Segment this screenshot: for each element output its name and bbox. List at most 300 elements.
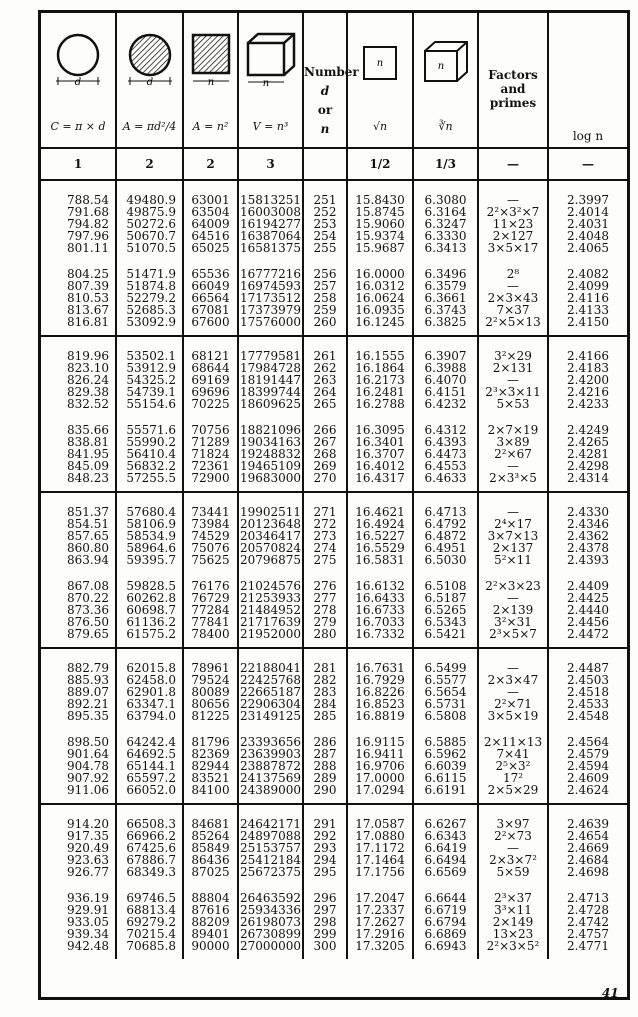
table-cell: 6.5808 [424,709,467,723]
table-cell: 2⁸ [506,267,520,281]
table-column-cell [116,336,183,492]
table-column-cell [548,648,627,804]
table-cell: 18609625 [239,397,302,411]
table-cell: 17.0000 [355,771,405,785]
table-cell: 88209 [191,915,230,929]
table-column-cell [116,180,183,336]
table-cell: 61575.2 [126,627,176,641]
table-cell: 6.5343 [424,615,467,629]
table-column-cell [183,336,238,492]
log-label: log n [572,129,604,143]
table-cell: 285 [313,709,337,723]
table-cell: 6.3907 [424,349,467,363]
table-column-cell [238,492,303,648]
table-cell: 70215.4 [126,927,176,941]
header-volume-cube [238,13,303,148]
table-cell: 65144.1 [126,759,176,773]
table-cell: 256 [313,267,337,281]
table-cell: 26198073 [239,915,302,929]
table-cell: 87616 [191,903,230,917]
table-cell: 283 [313,685,337,699]
table-cell: 6.6719 [424,903,467,917]
table-cell: 297 [313,903,337,917]
table-column-cell [116,492,183,648]
table-cell: 2×137 [492,541,534,555]
table-cell: 7×37 [496,303,530,317]
table-cell: 25153757 [239,841,302,855]
table-column-cell [183,492,238,648]
table-cell: 300 [313,939,337,953]
number-n-label: n [320,122,330,136]
table-cell: — [507,661,519,675]
table-cell: 2.4472 [567,627,609,641]
table-cell: 6.4312 [424,423,467,437]
table-cell: 24137569 [239,771,302,785]
table-cell: 60262.8 [126,591,176,605]
table-cell: 18191447 [239,373,302,387]
table-cell: 26463592 [239,891,302,905]
table-cell: 78961 [191,661,230,675]
table-cell: 5²×11 [494,553,532,567]
table-cell: 261 [313,349,337,363]
table-cell: 6.6343 [424,829,467,843]
table-cell: 251 [313,193,337,207]
table-cell: 16.0312 [355,279,405,293]
table-cell: 20570824 [239,541,302,555]
table-cell: 6.4792 [424,517,467,531]
table-cell: 23887872 [239,759,302,773]
table-cell: 2.4265 [567,435,609,449]
table-cell: 2.4564 [567,735,609,749]
table-cell: 16.6433 [355,591,405,605]
table-column-cell [116,648,183,804]
table-cell: 21717639 [239,615,302,629]
table-cell: 2×127 [492,229,534,243]
table-cell: 16.8226 [355,685,405,699]
table-cell: 16.3401 [355,435,405,449]
table-cell: 16.1555 [355,349,405,363]
table-cell: 6.3825 [424,315,467,329]
table-cell: 66564 [191,291,230,305]
table-block [41,648,627,804]
table-cell: 63794.0 [126,709,176,723]
table-cell: 3×5×17 [487,241,539,255]
table-column-cell [478,492,548,648]
table-cell: 16387064 [239,229,302,243]
table-cell: 258 [313,291,337,305]
table-cell: 16194277 [239,217,302,231]
table-cell: 84681 [191,817,230,831]
table-cell: 904.78 [67,759,109,773]
table-cell: 16.9411 [355,747,405,761]
table-cell: 2.4200 [567,373,609,387]
table-cell: 797.96 [67,229,109,243]
table-column-cell [347,804,413,959]
table-cell: 75076 [191,541,230,555]
table-cell: 3×5×19 [487,709,539,723]
table-cell: 80089 [191,685,230,699]
table-cell: 16.6733 [355,603,405,617]
table-cell: 296 [313,891,337,905]
table-cell: 16.9115 [355,735,405,749]
table-cell: 16.9706 [355,759,405,773]
table-cell: 17.3205 [355,939,405,953]
table-cell: 17373979 [239,303,302,317]
table-cell: 917.35 [67,829,109,843]
table-cell: 6.3080 [424,193,467,207]
table-cell: 16.6132 [355,579,405,593]
number-d-label: d [320,84,330,98]
table-cell: 819.96 [67,349,109,363]
table-cell: 55154.6 [126,397,176,411]
table-cell: 6.6494 [424,853,467,867]
table-cell: 65536 [191,267,230,281]
table-cell: 2.4440 [567,603,609,617]
table-cell: 2.4346 [567,517,609,531]
table-cell: 5×59 [496,865,530,879]
table-cell: 926.77 [67,865,109,879]
table-cell: 2.4233 [567,397,609,411]
table-cell: 288 [313,759,337,773]
table-cell: 3×89 [496,435,530,449]
table-cell: 17576000 [239,315,302,329]
table-cell: 2.4456 [567,615,609,629]
col-number: 1 [41,148,116,180]
table-cell: 73984 [191,517,230,531]
table-cell: 17173512 [239,291,302,305]
table-cell: 17.0880 [355,829,405,843]
table-column-cell [303,492,347,648]
col-number: 2 [183,148,238,180]
table-cell: 6.4393 [424,435,467,449]
table-cell: 907.92 [67,771,109,785]
table-cell: 16.0624 [355,291,405,305]
table-cell: 262 [313,361,337,375]
table-cell: 20123648 [239,517,302,531]
table-cell: 2.4771 [567,939,609,953]
table-cell: 72900 [191,471,230,485]
table-cell: 898.50 [67,735,109,749]
table-cell: 6.6569 [424,865,467,879]
table-cell: — [507,841,519,855]
table-cell: 5×53 [496,397,530,411]
table-cell: 2²×3×23 [485,579,541,593]
table-cell: 51471.9 [126,267,176,281]
table-cell: 873.36 [67,603,109,617]
table-cell: 13×23 [492,927,534,941]
table-cell: 17984728 [239,361,302,375]
factors-label: Factors [488,68,538,82]
table-cell: 280 [313,627,337,641]
table-cell: 22665187 [239,685,302,699]
table-cell: 2.4728 [567,903,609,917]
table-cell: 6.5030 [424,553,467,567]
table-cell: 2.4281 [567,447,609,461]
table-cell: 16.2173 [355,373,405,387]
number-or-label: or [317,103,333,117]
table-cell: 53912.9 [126,361,176,375]
col-number: — [478,148,548,180]
table-cell: 794.82 [67,217,109,231]
table-cell: 2.4624 [567,783,609,797]
sqrt-label: √n [372,120,388,133]
table-cell: 17.2627 [355,915,405,929]
table-cell: 53092.9 [126,315,176,329]
table-cell: 6.6943 [424,939,467,953]
table-cell: 16777216 [239,267,302,281]
table-cell: 2.4031 [567,217,609,231]
table-cell: 2.4594 [567,759,609,773]
table-cell: 3×7×13 [487,529,539,543]
table-cell: 25934336 [239,903,302,917]
table-cell: 813.67 [67,303,109,317]
table-cell: 6.5187 [424,591,467,605]
table-cell: 6.4633 [424,471,467,485]
table-cell: 23149125 [239,709,302,723]
table-column-cell [413,804,478,959]
table-cell: 275 [313,553,337,567]
table-cell: 16.0000 [355,267,405,281]
table-cell: 2.4654 [567,829,609,843]
table-cell: 2×131 [492,361,534,375]
table-cell: 6.6267 [424,817,467,831]
table-cell: 55571.6 [126,423,176,437]
cube-n-icon [421,37,471,87]
table-cell: 2.4082 [567,267,609,281]
table-cell: 66049 [191,279,230,293]
table-cell: 6.3661 [424,291,467,305]
table-cell: 19902511 [239,505,302,519]
table-cell: 259 [313,303,337,317]
table-cell: 268 [313,447,337,461]
table-cell: 267 [313,435,337,449]
table-cell: 52279.2 [126,291,176,305]
table-cell: 56832.2 [126,459,176,473]
table-cell: 835.66 [67,423,109,437]
table-cell: 845.09 [67,459,109,473]
table-cell: 17.2047 [355,891,405,905]
table-cell: 86436 [191,853,230,867]
table-cell: 16003008 [239,205,302,219]
table-cell: 892.21 [67,697,109,711]
table-cell: 6.3496 [424,267,467,281]
table-cell: 16.7929 [355,673,405,687]
table-cell: 11×23 [492,217,534,231]
table-cell: 49875.9 [126,205,176,219]
table-column-cell [478,648,548,804]
table-cell: 19683000 [239,471,302,485]
table-cell: 278 [313,603,337,617]
table-cell: 6.3413 [424,241,467,255]
table-cell: 6.5499 [424,661,467,675]
table-cell: 2×149 [492,915,534,929]
table-cell: 90000 [191,939,230,953]
volume-formula: V = n³ [252,120,289,133]
table-cell: 863.94 [67,553,109,567]
table-cell: 22425768 [239,673,302,687]
table-cell: 265 [313,397,337,411]
table-cell: 17.1756 [355,865,405,879]
table-cell: 67081 [191,303,230,317]
table-cell: 295 [313,865,337,879]
table-cell: 17² [502,771,524,785]
table-cell: 16.8819 [355,709,405,723]
table-cell: 69169 [191,373,230,387]
hatched-circle-icon [122,31,178,89]
table-cell: 2.4330 [567,505,609,519]
table-cell: 59395.7 [126,553,176,567]
table-cell: 67886.7 [126,853,176,867]
table-cell: 2³×5×7 [489,627,537,641]
table-cell: 901.64 [67,747,109,761]
table-cell: 16.1864 [355,361,405,375]
table-cell: 61136.2 [126,615,176,629]
table-cell: 67425.6 [126,841,176,855]
table-cell: 294 [313,853,337,867]
table-cell: 2.4099 [567,279,609,293]
table-cell: 85264 [191,829,230,843]
table-cell: 85849 [191,841,230,855]
table-cell: 895.35 [67,709,109,723]
table-cell: 2.4609 [567,771,609,785]
number-label: Number [304,65,359,79]
table-cell: 16581375 [239,241,302,255]
table-column-cell [238,336,303,492]
table-cell: 3²×29 [494,349,532,363]
table-cell: 69279.2 [126,915,176,929]
table-cell: 84100 [191,783,230,797]
table-cell: 854.51 [67,517,109,531]
table-cell: 6.3579 [424,279,467,293]
table-cell: — [507,591,519,605]
table-cell: 70685.8 [126,939,176,953]
table-cell: 74529 [191,529,230,543]
table-cell: 810.53 [67,291,109,305]
table-cell: 6.5265 [424,603,467,617]
table-cell: 2.4014 [567,205,609,219]
table-cell: 6.5654 [424,685,467,699]
table-cell: 6.5577 [424,673,467,687]
table-cell: 2.4362 [567,529,609,543]
table-cell: 2²×3²×7 [486,205,540,219]
svg-text:n: n [376,58,384,69]
table-cell: — [507,505,519,519]
table-cell: 15.9687 [355,241,405,255]
table-cell: 25672375 [239,865,302,879]
table-cell: 6.6419 [424,841,467,855]
table-cell: 6.4473 [424,447,467,461]
table-cell: 17779581 [239,349,302,363]
table-cell: 17.1464 [355,853,405,867]
table-cell: 287 [313,747,337,761]
col-number: 2 [116,148,183,180]
table-column-cell [347,180,413,336]
table-cell: 27000000 [239,939,302,953]
table-cell: — [507,459,519,473]
table-cell: 79524 [191,673,230,687]
table-cell: 253 [313,217,337,231]
header-sqrt [347,13,413,148]
table-cell: 2²×71 [494,697,532,711]
table-cell: 15.8745 [355,205,405,219]
table-cell: 69746.5 [126,891,176,905]
table-cell: 16.5529 [355,541,405,555]
col-number: 1/2 [347,148,413,180]
table-cell: 290 [313,783,337,797]
table-cell: 73441 [191,505,230,519]
table-cell: 81796 [191,735,230,749]
circumference-formula: C = π × d [50,120,106,133]
table-cell: 75625 [191,553,230,567]
table-cell: 2.4533 [567,697,609,711]
table-cell: 16.1245 [355,315,405,329]
table-cell: 2.4713 [567,891,609,905]
table-cell: 70225 [191,397,230,411]
table-cell: 3²×31 [494,615,532,629]
table-cell: 51070.5 [126,241,176,255]
table-cell: 914.20 [67,817,109,831]
table-cell: 16.4317 [355,471,405,485]
table-cell: 58106.9 [126,517,176,531]
table-cell: 2×3×43 [487,291,539,305]
table-cell: 68349.3 [126,865,176,879]
table-cell: 6.5962 [424,747,467,761]
table-cell: 71289 [191,435,230,449]
table-cell: 936.19 [67,891,109,905]
table-cell: 63347.1 [126,697,176,711]
table-cell: 6.4070 [424,373,467,387]
table-cell: 2×3×47 [487,673,539,687]
table-of-powers [41,13,627,959]
table-cell: 7×41 [496,747,530,761]
table-cell: 269 [313,459,337,473]
table-cell: 2.4698 [567,865,609,879]
table-cell: 26730899 [239,927,302,941]
table-cell: 64242.4 [126,735,176,749]
table-cell: 58534.9 [126,529,176,543]
table-cell: 2.4669 [567,841,609,855]
table-cell: 6.5421 [424,627,467,641]
table-cell: 67600 [191,315,230,329]
table-cell: 54739.1 [126,385,176,399]
table-cell: 882.79 [67,661,109,675]
table-cell: 3³×11 [494,903,532,917]
table-column-cell [347,648,413,804]
table-cell: 911.06 [67,783,109,797]
table-cell: 2.4684 [567,853,609,867]
table-cell: 271 [313,505,337,519]
table-cell: 889.07 [67,685,109,699]
table-cell: 24897088 [239,829,302,843]
table-cell: 942.48 [67,939,109,953]
table-cell: 832.52 [67,397,109,411]
table-cell: 851.37 [67,505,109,519]
table-cell: 816.81 [67,315,109,329]
table-cell: 6.4872 [424,529,467,543]
table-cell: 292 [313,829,337,843]
table-cell: 2.4133 [567,303,609,317]
table-cell: 870.22 [67,591,109,605]
table-cell: 920.49 [67,841,109,855]
table-cell: 823.10 [67,361,109,375]
header-log [548,13,627,148]
table-column-cell [413,492,478,648]
table-cell: 282 [313,673,337,687]
table-cell: 272 [313,517,337,531]
math-table-page [38,10,630,1000]
header-row [41,13,627,148]
table-cell: 933.05 [67,915,109,929]
